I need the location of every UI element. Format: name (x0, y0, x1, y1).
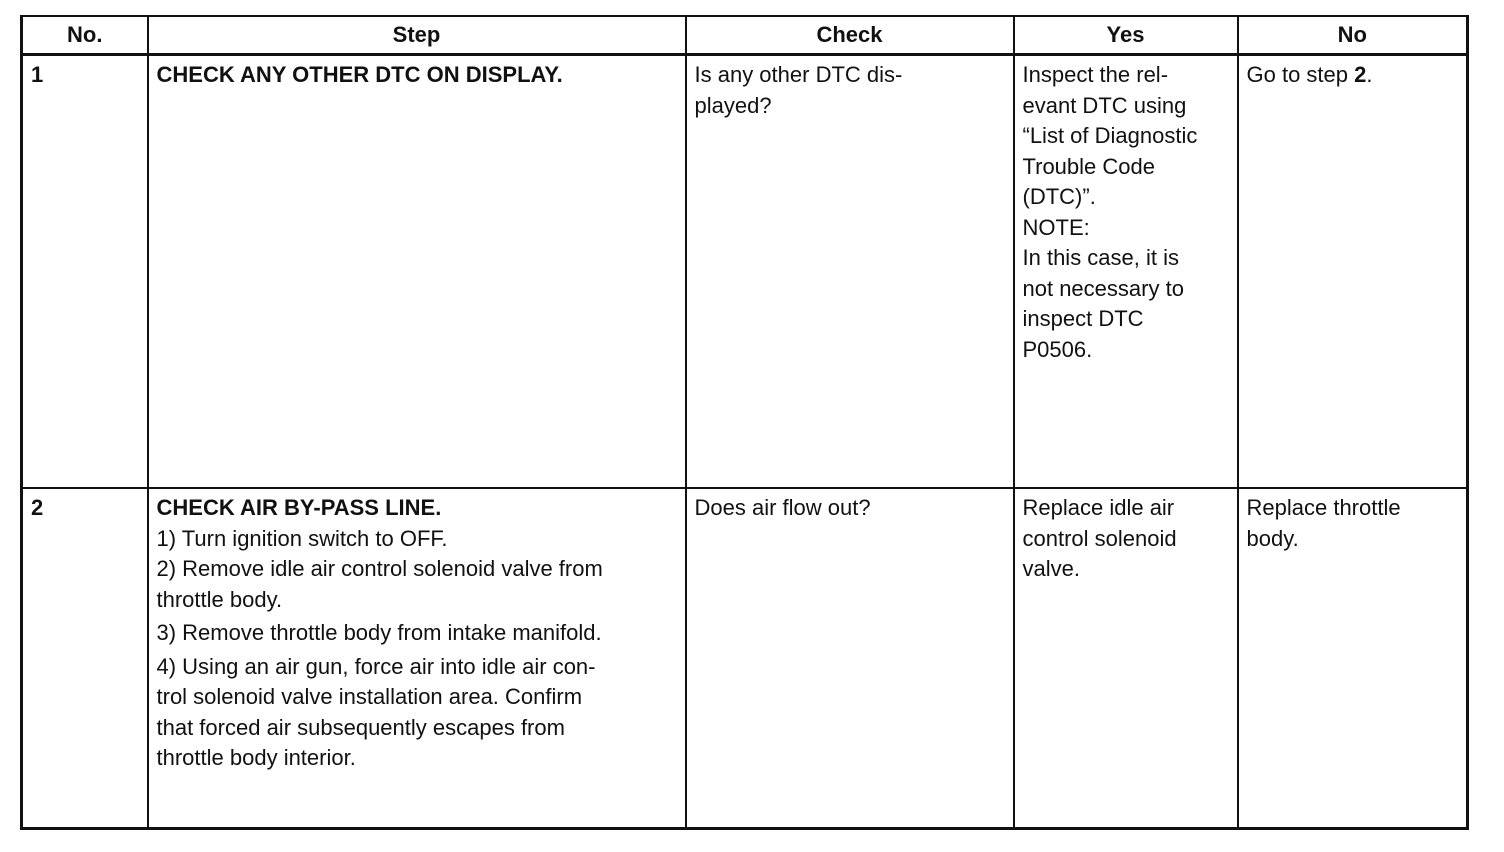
row-1-number: 1 (22, 55, 148, 489)
row-2-step-line: 3) Remove throttle body from intake manifold. (156, 620, 602, 645)
row-1-yes-line: P0506. (1022, 336, 1093, 362)
row-2-step-line: 4) Using an air gun, force air into idle air con- (156, 653, 596, 679)
row-2-no-result (1238, 488, 1468, 829)
header-check: Check (686, 16, 1014, 55)
row-1-yes-line: (DTC)”. (1022, 184, 1096, 209)
row-2-step-line: throttle body. (156, 586, 283, 612)
row-2-step-line: trol solenoid valve installation area. Confirm (156, 684, 583, 709)
row-1-no-step-ref: 2 (1354, 62, 1367, 87)
row-2-step-line: 1) Turn ignition switch to OFF. (156, 525, 448, 551)
row-2-yes-line: control solenoid (1022, 525, 1177, 551)
row-2-number: 2 (22, 488, 148, 829)
row-1-check-line: Is any other DTC dis- (694, 62, 903, 87)
table-row (22, 488, 1468, 829)
row-1-no-text: Go to step (1246, 62, 1355, 87)
row-1-check (686, 55, 1014, 489)
row-2-yes (1014, 488, 1238, 829)
row-2-step-line: throttle body interior. (156, 745, 356, 770)
row-2-no-line: body. (1246, 525, 1299, 551)
row-1-yes-line: evant DTC using (1022, 92, 1187, 118)
row-1-yes-line: Trouble Code (1022, 153, 1155, 179)
row-2-step (148, 488, 686, 829)
row-1-yes-line: “List of Diagnostic (1022, 123, 1198, 148)
row-1-step-title: CHECK ANY OTHER DTC ON DISPLAY. (156, 62, 563, 87)
header-no-result: No (1238, 16, 1468, 55)
row-1-yes-line: In this case, it is (1022, 245, 1180, 270)
row-1-yes-line: Inspect the rel- (1022, 62, 1169, 87)
row-2-step-line: that forced air subsequently escapes from (156, 714, 565, 740)
row-1-yes-line: inspect DTC (1022, 306, 1144, 331)
row-1-no-end: . (1366, 62, 1373, 87)
header-step: Step (148, 16, 686, 55)
row-1-yes (1014, 55, 1238, 489)
row-2-step-line: 2) Remove idle air control solenoid valve from (156, 556, 603, 581)
diagnostic-table (20, 15, 1469, 830)
header-yes: Yes (1014, 16, 1238, 55)
row-2-yes-line: Replace idle air (1022, 495, 1175, 520)
row-1-no-result (1238, 55, 1468, 489)
row-1-yes-note-label: NOTE: (1022, 214, 1090, 240)
row-2-yes-line: valve. (1022, 556, 1080, 581)
row-2-check-line: Does air flow out? (694, 495, 871, 520)
row-2-no-line: Replace throttle (1246, 495, 1401, 520)
row-1-yes-line: not necessary to (1022, 275, 1184, 301)
table-row (22, 55, 1468, 489)
row-2-check (686, 488, 1014, 829)
row-1-check-line: played? (694, 92, 772, 118)
table-header-row (22, 16, 1468, 55)
row-2-step-title: CHECK AIR BY-PASS LINE. (156, 495, 442, 520)
header-no: No. (22, 16, 148, 55)
row-1-step (148, 55, 686, 489)
